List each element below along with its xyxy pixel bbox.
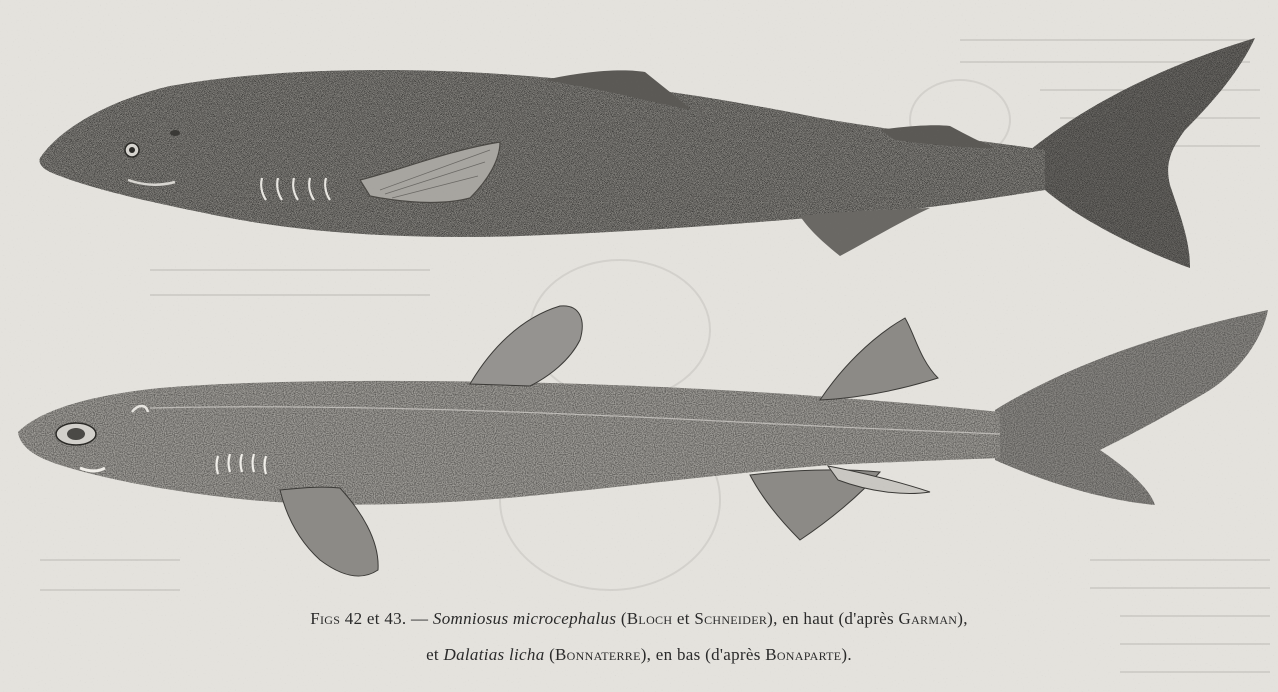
caption-paren-close-1: ), [767, 609, 778, 628]
caption-authority-2: Bonnaterre [555, 645, 641, 664]
caption-authority-1b: Schneider [694, 609, 768, 628]
caption-paren-open-2: ( [549, 645, 556, 664]
caption-authority-1a: Bloch [626, 609, 673, 628]
caption-et-1: et [676, 609, 690, 628]
caption-credit-1-suffix: ), [957, 609, 968, 628]
caption-credit-1-prefix: (d'après [838, 609, 894, 628]
caption-species-1: Somniosus microcephalus [432, 609, 617, 628]
caption-paren-open-1: ( [620, 609, 627, 628]
caption-credit-2-name: Bonaparte [765, 645, 842, 664]
caption-figs-numbers: 42 et 43. [344, 609, 407, 628]
caption-credit-2-suffix: ). [841, 645, 852, 664]
caption-figs-label: Figs [310, 609, 341, 628]
caption-species-2: Dalatias licha [443, 645, 545, 664]
caption-paren-close-2: ), [640, 645, 652, 664]
caption-credit-2-prefix: (d'après [705, 645, 761, 664]
figure-caption-line-2 [0, 645, 1278, 665]
figure-caption-line-1 [0, 609, 1278, 629]
caption-credit-1-name: Garman [898, 609, 958, 628]
caption-position-1: en haut [782, 609, 834, 628]
caption-dash: — [411, 609, 429, 628]
caption-et-2: et [426, 645, 439, 664]
caption-position-2: en bas [655, 645, 701, 664]
